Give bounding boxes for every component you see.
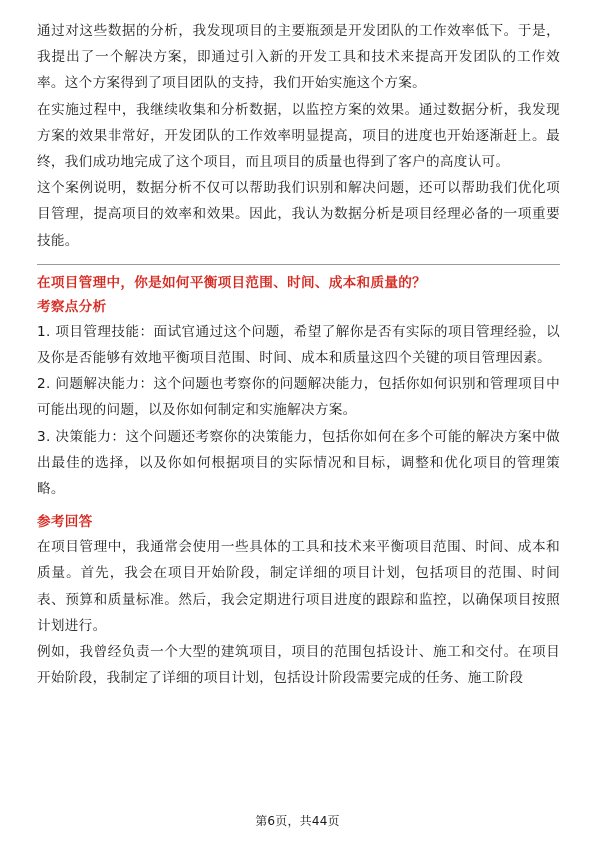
analysis-item: 3. 决策能力：这个问题还考察你的决策能力，包括你如何在多个可能的解决方案中做出最佳的选择，以及你如何根据项目的实际情况和目标，调整和优化项目的管理策略。 [37, 428, 560, 498]
section-divider [37, 264, 560, 265]
intro-section [37, 18, 560, 254]
analysis-heading: 考察点分析 [37, 298, 107, 315]
answer-paragraph: 例如，我曾经负责一个大型的建筑项目，项目的范围包括设计、施工和交付。在项目开始阶段，我制定了详细的项目计划，包括设计阶段需要完成的任务、施工阶段 [37, 644, 560, 687]
paragraph: 在实施过程中，我继续收集和分析数据，以监控方案的效果。通过数据分析，我发现方案的效果非常好，开发团队的工作效率明显提高，项目的进度也开始逐渐赶上。最终，我们成功地完成了这个项目，而且项目的质量也得到了客户的高度认可。 [37, 101, 560, 171]
analysis-item: 2. 问题解决能力：这个问题也考察你的问题解决能力，包括你如何识别和管理项目中可能出现的问题，以及你如何制定和实施解决方案。 [37, 376, 560, 419]
answer-paragraph: 在项目管理中，我通常会使用一些具体的工具和技术来平衡项目范围、时间、成本和质量。首先，我会在项目开始阶段，制定详细的项目计划，包括项目的范围、时间表、预算和质量标准。然后，我会定期进行项目进度的跟踪和监控，以确保项目按照计划进行。 [37, 539, 560, 634]
analysis-section [37, 295, 560, 502]
paragraph: 通过对这些数据的分析，我发现项目的主要瓶颈是开发团队的工作效率低下。于是，我提出了一个解决方案，即通过引入新的开发工具和技术来提高开发团队的工作效率。这个方案得到了项目团队的支持，我们开始实施这个方案。 [37, 23, 560, 92]
document-page [37, 18, 560, 691]
question-heading: 在项目管理中，你是如何平衡项目范围、时间、成本和质量的？ [37, 274, 427, 291]
paragraph: 这个案例说明，数据分析不仅可以帮助我们识别和解决问题，还可以帮助我们优化项目管理，提高项目的效率和效果。因此，我认为数据分析是项目经理必备的一项重要技能。 [37, 180, 560, 249]
answer-section [37, 510, 560, 691]
page-footer: 第6页，共44页 [255, 814, 340, 828]
answer-heading: 参考回答 [37, 514, 93, 531]
analysis-item: 1. 项目管理技能：面试官通过这个问题，希望了解你是否有实际的项目管理经验，以及你是否能够有效地平衡项目范围、时间、成本和质量这四个关键的项目管理因素。 [37, 323, 560, 367]
